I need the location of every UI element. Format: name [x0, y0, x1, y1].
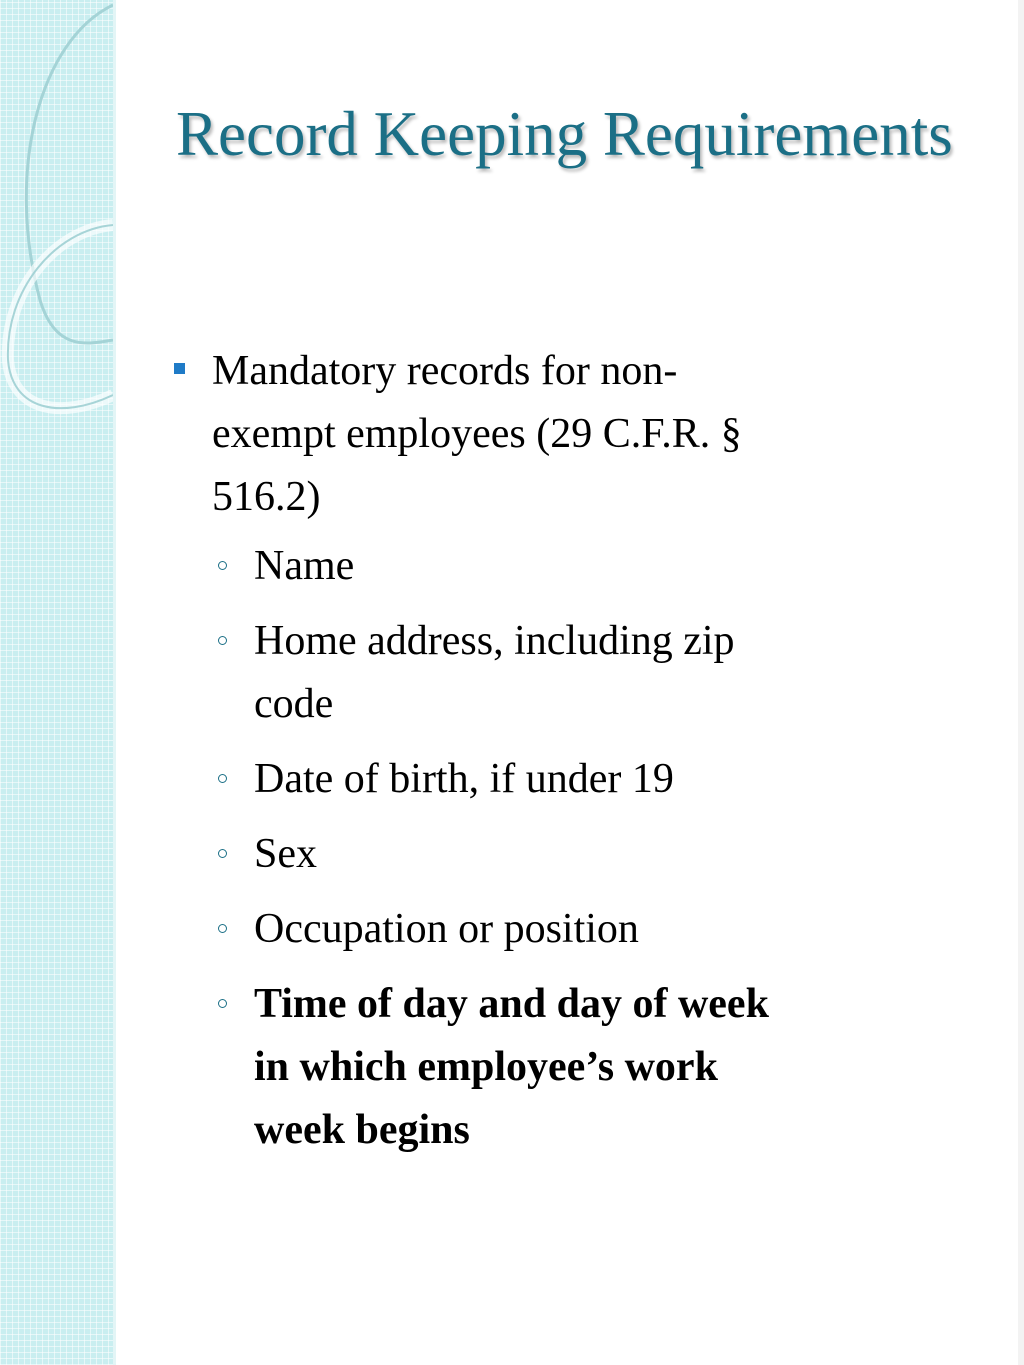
swirl-decoration: [0, 0, 113, 440]
decorative-side-band: [0, 0, 116, 1365]
sub-bullet-item-emphasized: [212, 973, 790, 1162]
sub-bullet-text: Date of birth, if under 19: [254, 756, 674, 802]
bullet-item: [170, 340, 790, 1162]
bullet-text: Mandatory records for non-exempt employees (29 C.F.R. § 516.2): [212, 348, 742, 520]
sub-bullet-text: Sex: [254, 831, 317, 877]
circle-bullet-icon: [218, 999, 227, 1008]
sub-bullet-text: Name: [254, 543, 355, 589]
sub-bullet-text: Time of day and day of week in which employee’s work week begins: [254, 981, 769, 1153]
circle-bullet-icon: [218, 849, 227, 858]
sub-bullet-item: [212, 610, 790, 736]
sub-bullet-item: [212, 898, 790, 961]
sub-bullet-list: [212, 535, 790, 1162]
circle-bullet-icon: [218, 636, 227, 645]
circle-bullet-icon: [218, 924, 227, 933]
square-bullet-icon: [174, 363, 185, 374]
circle-bullet-icon: [218, 561, 227, 570]
sub-bullet-item: [212, 535, 790, 598]
bullet-list: [170, 340, 790, 1174]
sub-bullet-item: [212, 823, 790, 886]
sub-bullet-item: [212, 748, 790, 811]
slide-title: Record Keeping Requirements: [176, 99, 953, 169]
circle-bullet-icon: [218, 774, 227, 783]
slide-edge-shadow: [1018, 0, 1024, 1365]
sub-bullet-text: Occupation or position: [254, 906, 639, 952]
sub-bullet-text: Home address, including zip code: [254, 618, 735, 727]
